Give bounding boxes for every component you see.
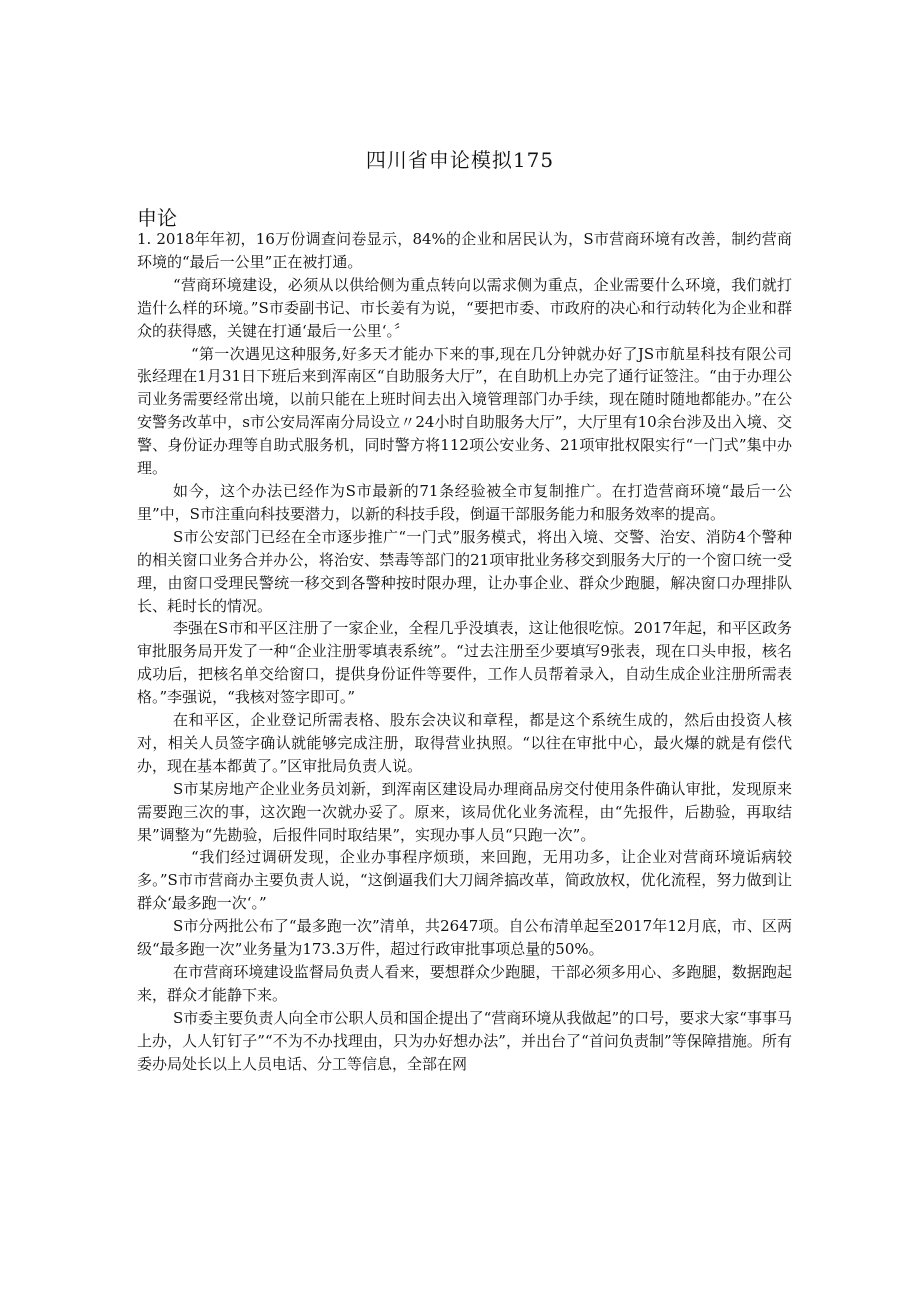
paragraph-7: 在和平区，企业登记所需表格、股东会决议和章程，都是这个系统生成的，然后由投资人核对，相关人员签字确认就能够完成注册，取得营业执照。“以往在审批中心，最火爆的就是有偿代办，现在基本都黄了。”区审批局负责人说。	[137, 711, 792, 775]
paragraph-11: 在市营商环境建设监督局负责人看来，要想群众少跑腿，干部必须多用心、多跑腿，数据跑起来，群众才能静下来。	[137, 963, 792, 1004]
section-heading: 申论	[137, 206, 177, 230]
paragraph-12: S市委主要负责人向全市公职人员和国企提出了“营商环境从我做起”的口号，要求大家“事事马上办，人人钉钉子”“不为不办找理由，只为办好想办法”，并出台了“首问负责制”等保障措施。所有委办局处长以上人员电话、分工等信息，全部在网	[137, 1008, 792, 1073]
document-body	[137, 228, 792, 1076]
paragraph-1: 1. 2018年年初，16万份调查问卷显示，84%的企业和居民认为，S市营商环境有改善，制约营商环境的“最后一公里”正在被打通。	[137, 230, 792, 271]
paragraph-3: “第一次遇见这种服务,好多天才能办下来的事,现在几分钟就办好了JS市航星科技有限公司张经理在1月31日下班后来到浑南区“自助服务大厅”，在自助机上办完了通行证签注。“由于办理公司业务需要经常出境，以前只能在上班时间去出入境管理部门办手续，现在随时随地都能办。”在公安警务改革中，s市公安局浑南分局设立〃24小时自助服务大厅”，大厅里有10余台涉及出入境、交警、身份证办理等自助式服务机，同时警方将112项公安业务、21项审批权限实行“一门式”集中办理。	[137, 344, 792, 478]
paragraph-9: “我们经过调研发现，企业办事程序烦琐，来回跑，无用功多，让企业对营商环境诟病较多。”S市市营商办主要负责人说，“这倒逼我们大刀阔斧搞改革，简政放权，优化流程，努力做到让群众‘最多跑一次‘。”	[137, 848, 792, 913]
paragraph-10: S市分两批公布了“最多跑一次”清单，共2647项。自公布清单起至2017年12月底，市、区两级“最多跑一次”业务量为173.3万件，超过行政审批事项总量的50%。	[137, 917, 792, 959]
paragraph-4: 如今，这个办法已经作为S市最新的71条经验被全市复制推广。在打造营商环境“最后一公里”中，S市注重向科技要潜力，以新的科技手段，倒逼干部服务能力和服务效率的提高。	[137, 481, 792, 523]
paragraph-5: S市公安部门已经在全市逐步推广“一门式”服务模式，将出入境、交警、治安、消防4个警种的相关窗口业务合并办公，将治安、禁毒等部门的21项审批业务移交到服务大厅的一个窗口统一受理，由窗口受理民警统一移交到各警种按时限办理，让办事企业、群众少跑腿，解决窗口办理排队长、耗时长的情况。	[137, 527, 792, 615]
paragraph-2: “营商环境建设，必须从以供给侧为重点转向以需求侧为重点，企业需要什么环境，我们就打造什么样的环境。”S市委副书记、市长姜有为说，“要把市委、市政府的决心和行动转化为企业和群众的获得感，关键在打通‘最后一公里‘。〞	[137, 275, 792, 340]
document-title: 四川省申论模拟175	[365, 148, 555, 172]
paragraph-6: 李强在S市和平区注册了一家企业，全程几乎没填表，这让他很吃惊。2017年起，和平区政务审批服务局开发了一种“企业注册零填表系统”。“过去注册至少要填写9张表，现在口头申报，核名成功后，把核名单交给窗口，提供身份证件等要件，工作人员帮着录入，自动生成企业注册所需表格。”李强说，“我核对签字即可。”	[137, 619, 792, 707]
paragraph-8: S市某房地产企业业务员刘新，到浑南区建设局办理商品房交付使用条件确认审批，发现原来需要跑三次的事，这次跑一次就办妥了。原来，该局优化业务流程，由“先报件，后勘验，再取结果”调整为“先勘验，后报件同时取结果”，实现办事人员“只跑一次”。	[137, 779, 792, 844]
